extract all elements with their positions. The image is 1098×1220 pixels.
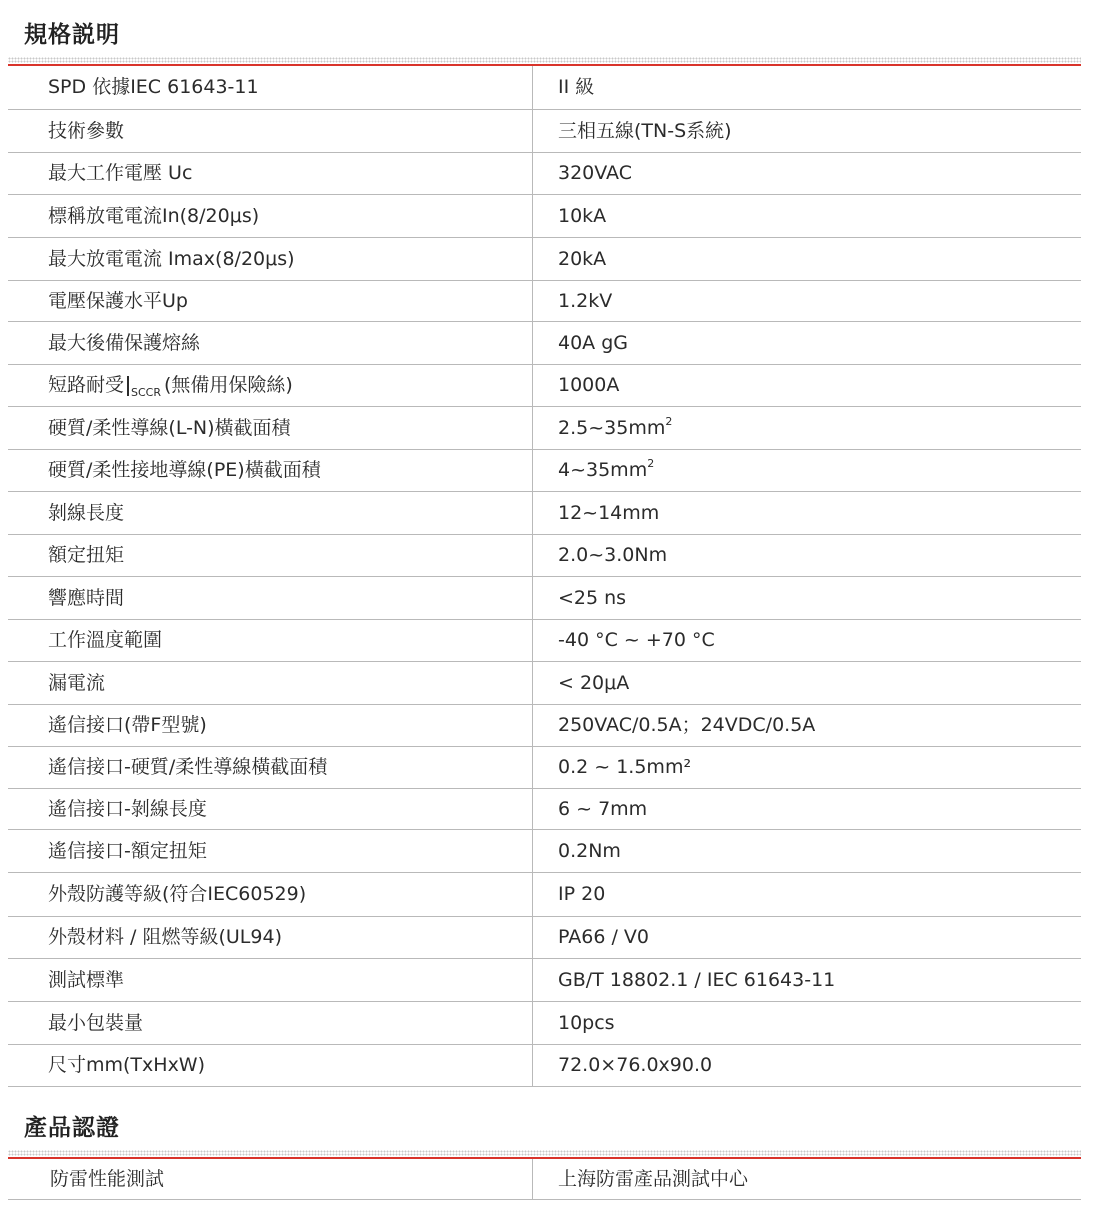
spec-label-subscript: SCCR xyxy=(131,386,162,399)
spec-value: 72.0×76.0x90.0 xyxy=(558,1054,713,1076)
vertical-bar-symbol xyxy=(127,376,129,396)
spec-value: < 20μA xyxy=(558,671,630,694)
spec-value xyxy=(533,450,1081,491)
spec-value: 2.0~3.0Nm xyxy=(558,544,668,566)
spec-value-text: 4~35mm xyxy=(558,459,648,481)
spec-row xyxy=(8,66,1081,110)
spec-row xyxy=(8,830,1081,873)
spec-label-suffix: (無備用保險絲) xyxy=(164,374,293,396)
spec-label: 外殼材料 / 阻燃等級(UL94) xyxy=(8,917,533,958)
spec-row xyxy=(8,873,1081,917)
spec-row xyxy=(8,577,1081,620)
spec-row xyxy=(8,959,1081,1002)
spec-label: 尺寸mm(TxHxW) xyxy=(8,1045,533,1086)
spec-row xyxy=(8,789,1081,830)
spec-label: 響應時間 xyxy=(8,577,533,619)
spec-label: 工作溫度範圍 xyxy=(8,620,533,661)
cert-label: 防雷性能測試 xyxy=(8,1159,533,1199)
spec-value: GB/T 18802.1 / IEC 61643-11 xyxy=(558,968,836,991)
spec-label: 外殼防護等級(符合IEC60529) xyxy=(8,873,533,916)
spec-value: 40A gG xyxy=(558,331,628,354)
spec-label: 電壓保護水平Up xyxy=(8,281,533,321)
spec-row xyxy=(8,662,1081,705)
spec-value: <25 ns xyxy=(558,586,627,609)
spec-label: 技術參數 xyxy=(8,110,533,152)
spec-title-dotted-divider xyxy=(8,57,1081,63)
spec-label: 最小包裝量 xyxy=(8,1002,533,1044)
spec-label: 額定扭矩 xyxy=(8,535,533,576)
spec-label: SPD 依據IEC 61643-11 xyxy=(8,66,533,109)
spec-value-superscript: 2 xyxy=(647,457,655,470)
spec-value: 20kA xyxy=(558,247,607,270)
spec-label: 最大放電電流 Imax(8/20μs) xyxy=(8,238,533,280)
spec-value: 6 ~ 7mm xyxy=(558,797,648,820)
spec-label: 測試標準 xyxy=(8,959,533,1001)
cert-section-title: 產品認證 xyxy=(24,1115,120,1141)
spec-label: 遙信接口-額定扭矩 xyxy=(8,830,533,872)
spec-label: 硬質/柔性接地導線(PE)橫截面積 xyxy=(8,450,533,491)
spec-label: 最大工作電壓 Uc xyxy=(8,153,533,194)
cert-row xyxy=(8,1159,1081,1200)
spec-label: 遙信接口-硬質/柔性導線橫截面積 xyxy=(8,747,533,788)
cert-value: 上海防雷產品測試中心 xyxy=(558,1167,749,1190)
spec-value: 10kA xyxy=(558,204,607,227)
spec-label: 最大後備保護熔絲 xyxy=(8,322,533,364)
spec-row xyxy=(8,110,1081,153)
cert-table xyxy=(8,1159,1081,1200)
spec-row xyxy=(8,1045,1081,1087)
spec-value-text: 2.5~35mm xyxy=(558,416,666,439)
spec-value: PA66 / V0 xyxy=(558,926,649,948)
spec-row xyxy=(8,195,1081,238)
spec-value: 250VAC/0.5A；24VDC/0.5A xyxy=(558,714,816,736)
spec-row xyxy=(8,407,1081,450)
spec-row xyxy=(8,705,1081,747)
spec-section-title: 規格説明 xyxy=(24,22,120,48)
spec-value: 三相五線(TN-S系統) xyxy=(558,119,732,142)
spec-label: 遙信接口(帶F型號) xyxy=(8,705,533,746)
spec-value: 12~14mm xyxy=(558,501,660,524)
spec-row xyxy=(8,535,1081,577)
spec-value: -40 °C ~ +70 °C xyxy=(558,629,715,651)
spec-row xyxy=(8,281,1081,322)
spec-label xyxy=(8,365,533,406)
spec-value xyxy=(533,407,1081,449)
spec-row xyxy=(8,492,1081,535)
spec-value: II 級 xyxy=(558,76,595,98)
spec-value: 1.2kV xyxy=(558,289,613,312)
spec-label: 剝線長度 xyxy=(8,492,533,534)
spec-value-superscript: 2 xyxy=(665,414,673,428)
cert-title-dotted-divider xyxy=(8,1150,1081,1156)
spec-value: 0.2Nm xyxy=(558,839,621,862)
spec-row xyxy=(8,917,1081,959)
spec-value: 320VAC xyxy=(558,162,632,184)
spec-table xyxy=(8,66,1081,1087)
spec-value: 10pcs xyxy=(558,1011,615,1034)
spec-label-prefix: 短路耐受 xyxy=(48,374,125,396)
spec-label: 漏電流 xyxy=(8,662,533,704)
spec-row xyxy=(8,1002,1081,1045)
spec-value: 0.2 ~ 1.5mm² xyxy=(558,756,692,778)
spec-value: 1000A xyxy=(558,374,620,396)
spec-row xyxy=(8,747,1081,789)
spec-row xyxy=(8,620,1081,662)
spec-label: 標稱放電電流In(8/20μs) xyxy=(8,195,533,237)
spec-label: 遙信接口-剝線長度 xyxy=(8,789,533,829)
spec-row xyxy=(8,322,1081,365)
spec-row xyxy=(8,238,1081,281)
spec-row xyxy=(8,365,1081,407)
spec-value: IP 20 xyxy=(558,883,606,905)
spec-row xyxy=(8,450,1081,492)
spec-row xyxy=(8,153,1081,195)
spec-label: 硬質/柔性導線(L-N)橫截面積 xyxy=(8,407,533,449)
